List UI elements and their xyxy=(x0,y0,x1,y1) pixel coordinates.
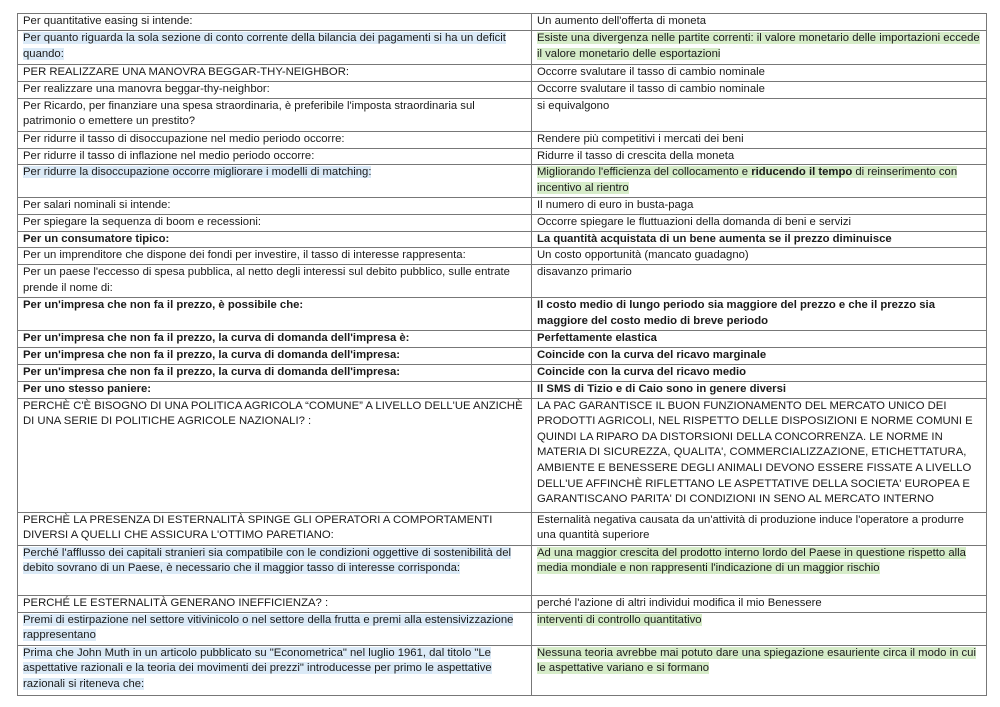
answer-text xyxy=(537,166,957,194)
table-row xyxy=(18,381,987,398)
table-row xyxy=(18,298,987,331)
answer-text: Il SMS di Tizio e di Caio sono in genere diversi xyxy=(537,382,787,395)
question-cell xyxy=(18,331,532,348)
table-row xyxy=(18,31,987,65)
question-cell xyxy=(18,131,532,148)
table-row xyxy=(18,364,987,381)
question-cell xyxy=(18,65,532,82)
table-row xyxy=(18,331,987,348)
question-text: Per un imprenditore che dispone dei fondi per investire, il tasso di interesse rappresenta: xyxy=(23,249,466,262)
question-text: Per quantitative easing si intende: xyxy=(23,15,193,27)
answer-cell xyxy=(532,31,987,65)
question-text: Per un paese l'eccesso di spesa pubblica, al netto degli interessi sul debito pubblico, sulle entrate prende il nome di: xyxy=(23,266,510,294)
answer-text: Un costo opportunità (mancato guadagno) xyxy=(537,249,749,262)
question-text: PERCHÈ C'È BISOGNO DI UNA POLITICA AGRICOLA “COMUNE” A LIVELLO DELL'UE ANZICHÈ DI UNA SERIE DI POLITICHE AGRICOLE NAZIONALI? : xyxy=(23,399,523,428)
question-text: Premi di estirpazione nel settore vitivinicolo o nel settore della frutta e premi alla estensivizzazione rappresentano xyxy=(23,613,514,642)
answer-text-part: Migliorando l'efficienza del collocamento e xyxy=(537,166,752,179)
question-text: Per uno stesso paniere: xyxy=(23,382,152,395)
answer-text: Coincide con la curva del ricavo marginale xyxy=(537,349,767,362)
answer-cell xyxy=(532,214,987,231)
question-cell xyxy=(18,31,532,65)
answer-text-bold: riducendo il tempo xyxy=(751,166,853,179)
answer-cell xyxy=(532,381,987,398)
table-row xyxy=(18,131,987,148)
answer-cell xyxy=(532,14,987,31)
answer-text: Un aumento dell'offerta di moneta xyxy=(537,15,706,27)
question-text: Per un consumatore tipico: xyxy=(23,232,170,245)
question-text: Per un'impresa che non fa il prezzo, la curva di domanda dell'impresa: xyxy=(23,349,401,362)
table-row xyxy=(18,398,987,512)
table-row xyxy=(18,148,987,165)
table-row xyxy=(18,165,987,198)
answer-text: Occorre svalutare il tasso di cambio nominale xyxy=(537,66,765,78)
table-row xyxy=(18,348,987,365)
question-cell xyxy=(18,298,532,331)
document-page xyxy=(17,13,986,696)
table-row xyxy=(18,645,987,695)
answer-text: Coincide con la curva del ricavo medio xyxy=(537,365,747,378)
table-row xyxy=(18,612,987,645)
table-row xyxy=(18,198,987,215)
question-cell xyxy=(18,364,532,381)
answer-cell xyxy=(532,298,987,331)
answer-cell xyxy=(532,65,987,82)
table-row xyxy=(18,214,987,231)
question-cell xyxy=(18,214,532,231)
answer-cell xyxy=(532,331,987,348)
question-cell xyxy=(18,512,532,545)
question-text: Per quanto riguarda la sola sezione di conto corrente della bilancia dei pagamenti si ha un deficit quando: xyxy=(23,32,506,60)
table-row xyxy=(18,595,987,612)
question-text: Per Ricardo, per finanziare una spesa straordinaria, è preferibile l'imposta straordinaria sul patrimonio o emettere un prestito? xyxy=(23,99,475,128)
question-text: PERCHÈ LA PRESENZA DI ESTERNALITÀ SPINGE GLI OPERATORI A COMPORTAMENTI DIVERSI A QUELLI CHE ASSICURA L'OTTIMO PARETIANO: xyxy=(23,513,493,542)
answer-text: Ridurre il tasso di crescita della moneta xyxy=(537,149,735,162)
table-row xyxy=(18,545,987,595)
answer-text: Nessuna teoria avrebbe mai potuto dare una spiegazione esauriente circa il modo in cui le aspettative variano e si formano xyxy=(537,646,976,675)
answer-cell xyxy=(532,248,987,265)
answer-cell xyxy=(532,98,987,131)
question-cell xyxy=(18,545,532,595)
question-cell xyxy=(18,612,532,645)
question-cell xyxy=(18,198,532,215)
table-row xyxy=(18,65,987,82)
question-text: Prima che John Muth in un articolo pubblicato su "Econometrica" nel luglio 1961, dal titolo "Le aspettative razionali e la teoria dei movimenti dei prezzi" introducesse per primo le aspettative razionali si riteneva che: xyxy=(23,646,492,690)
table-row xyxy=(18,14,987,31)
answer-text: Perfettamente elastica xyxy=(537,332,657,345)
answer-cell xyxy=(532,595,987,612)
answer-cell xyxy=(532,545,987,595)
answer-cell xyxy=(532,612,987,645)
question-cell xyxy=(18,265,532,298)
answer-cell xyxy=(532,398,987,512)
answer-text: Il costo medio di lungo periodo sia maggiore del prezzo e che il prezzo sia maggiore del costo medio di breve periodo xyxy=(537,299,935,327)
question-cell xyxy=(18,98,532,131)
table-row xyxy=(18,512,987,545)
question-text: Perché l'afflusso dei capitali stranieri sia compatibile con le condizioni oggettive di sostenibilità del debito sovrano di un Paese, è necessario che il maggior tasso di interesse corrisponda: xyxy=(23,546,511,575)
answer-text: perché l'azione di altri individui modifica il mio Benessere xyxy=(537,596,822,609)
answer-text: si equivalgono xyxy=(537,99,610,112)
answer-cell xyxy=(532,131,987,148)
question-text: Per realizzare una manovra beggar-thy-neighbor: xyxy=(23,83,270,95)
table-row xyxy=(18,231,987,248)
question-cell xyxy=(18,398,532,512)
answer-text: Occorre spiegare le fluttuazioni della domanda di beni e servizi xyxy=(537,215,851,228)
question-text: Per ridurre il tasso di inflazione nel medio periodo occorre: xyxy=(23,149,315,162)
table-row xyxy=(18,248,987,265)
question-cell xyxy=(18,381,532,398)
question-cell xyxy=(18,645,532,695)
answer-cell xyxy=(532,645,987,695)
question-cell xyxy=(18,165,532,198)
table-row xyxy=(18,82,987,99)
answer-text: La quantità acquistata di un bene aumenta se il prezzo diminuisce xyxy=(537,232,892,245)
answer-text: Il numero di euro in busta-paga xyxy=(537,199,694,212)
answer-text: Rendere più competitivi i mercati dei beni xyxy=(537,132,744,145)
answer-cell xyxy=(532,231,987,248)
answer-cell xyxy=(532,265,987,298)
question-cell xyxy=(18,231,532,248)
answer-cell xyxy=(532,364,987,381)
answer-cell xyxy=(532,165,987,198)
answer-text: disavanzo primario xyxy=(537,266,632,279)
question-text: Per ridurre il tasso di disoccupazione nel medio periodo occorre: xyxy=(23,132,345,145)
question-text: Per un'impresa che non fa il prezzo, la curva di domanda dell'impresa: xyxy=(23,365,401,378)
answer-text: LA PAC GARANTISCE IL BUON FUNZIONAMENTO DEL MERCATO UNICO DEI PRODOTTI AGRICOLI, NEL RISPETTO DELLE DISPOSIZIONI E NORME COMUNI E QUINDI LA RIPARO DA DISTORSIONI DELLA CONCORRENZA. LE NORME IN MATERIA DI SICUREZZA, QUALITA', COMMERCIALIZZAZIONE, ETICHETTATURA, AMBIENTE E BENESSERE DEGLI ANIMALI DEVONO ESSERE FISSATE A LIVELLO DELL'UE AFFINCHÈ RIFLETTANO LE ASPETTATIVE DELLA SOCIETA' EUROPEA E GARANTISCANO PARITA' DI CONDIZIONI IN SENO AL MERCATO INTERNO xyxy=(537,399,973,506)
question-text: Per salari nominali si intende: xyxy=(23,199,171,212)
answer-text: Esiste una divergenza nelle partite correnti: il valore monetario delle importazioni eccede il valore monetario delle esportazioni xyxy=(537,32,980,60)
answer-text-part: di reinserimento con incentivo al rientro xyxy=(537,166,958,194)
question-cell xyxy=(18,14,532,31)
question-cell xyxy=(18,348,532,365)
answer-cell xyxy=(532,198,987,215)
answer-cell xyxy=(532,82,987,99)
answer-cell xyxy=(532,348,987,365)
answer-text: Esternalità negativa causata da un'attività di produzione induce l'operatore a produrre una quantità superiore xyxy=(537,513,964,542)
question-text: PER REALIZZARE UNA MANOVRA BEGGAR-THY-NEIGHBOR: xyxy=(23,66,349,78)
answer-cell xyxy=(532,148,987,165)
answer-text: Ad una maggior crescita del prodotto interno lordo del Paese in questione rispetto alla media mondiale e non rappresenti l'indicazione di un maggior rischio xyxy=(537,546,966,575)
question-text: Per spiegare la sequenza di boom e recessioni: xyxy=(23,215,262,228)
answer-text: Occorre svalutare il tasso di cambio nominale xyxy=(537,83,765,95)
table-row xyxy=(18,265,987,298)
table-row xyxy=(18,98,987,131)
question-cell xyxy=(18,82,532,99)
question-text: Per ridurre la disoccupazione occorre migliorare i modelli di matching: xyxy=(23,166,372,179)
question-text: Per un'impresa che non fa il prezzo, è possibile che: xyxy=(23,299,304,312)
question-cell xyxy=(18,248,532,265)
question-cell xyxy=(18,595,532,612)
question-cell xyxy=(18,148,532,165)
question-text: Per un'impresa che non fa il prezzo, la curva di domanda dell'impresa è: xyxy=(23,332,410,345)
answer-cell xyxy=(532,512,987,545)
answer-text: interventi di controllo quantitativo xyxy=(537,613,702,626)
qa-table xyxy=(17,13,987,696)
question-text: PERCHÉ LE ESTERNALITÀ GENERANO INEFFICIENZA? : xyxy=(23,596,329,609)
